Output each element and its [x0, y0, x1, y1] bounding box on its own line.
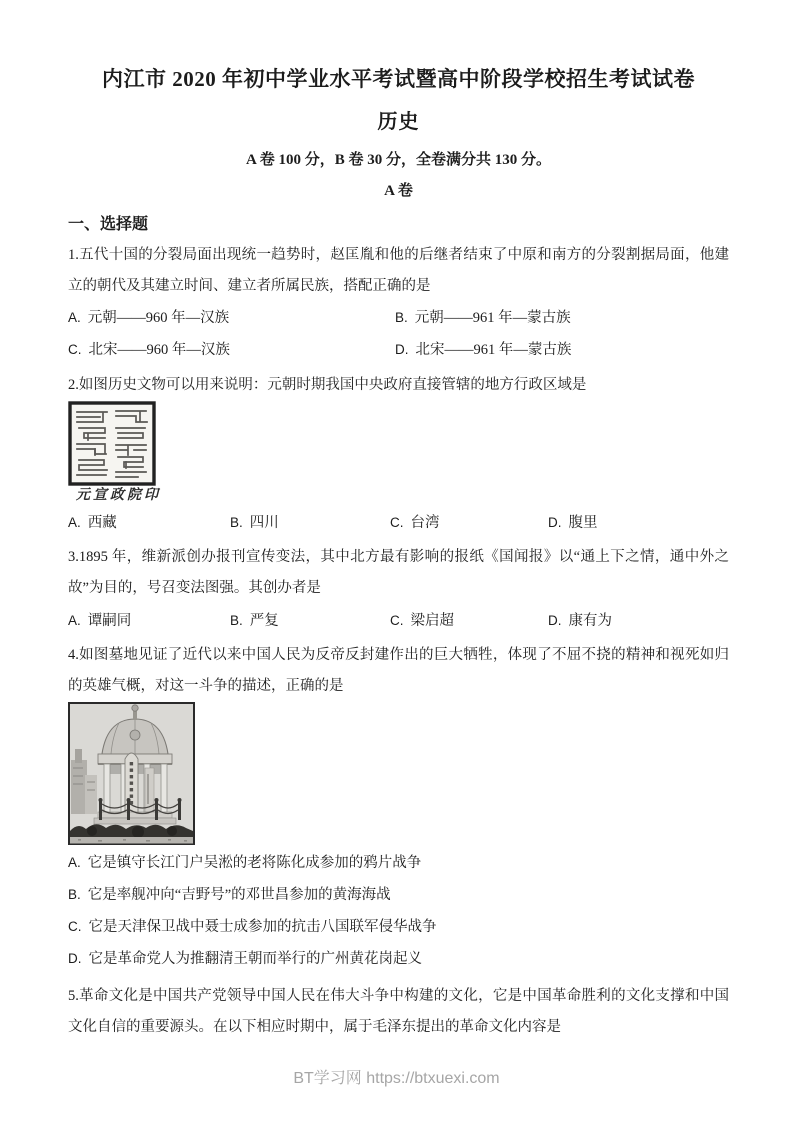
question-1 [68, 240, 729, 366]
question-4-options [68, 847, 729, 975]
score-note: A 卷 100 分，B 卷 30 分，全卷满分共 130 分。 [245, 152, 551, 168]
footer-watermark [0, 1068, 793, 1090]
section-a-label: A 卷 [384, 183, 413, 199]
question-1-text [68, 240, 729, 302]
option-text: 它是镇守长江门户吴淞的老将陈化成参加的鸦片战争 [87, 855, 422, 871]
option-c [68, 334, 395, 366]
footer-text: BT学习网 https://btxuexi.com [293, 1070, 500, 1087]
question-4-text [68, 640, 729, 702]
question-number: 4. [68, 647, 79, 663]
page-content [0, 64, 793, 1043]
part-one-heading: 一、选择题 [68, 216, 149, 233]
option-letter: A. [68, 310, 81, 325]
option-a [68, 847, 729, 879]
option-b [68, 879, 729, 911]
option-letter: B. [230, 613, 243, 628]
option-letter: A. [68, 855, 81, 870]
monument-figure [68, 702, 729, 845]
option-letter: B. [230, 515, 243, 530]
question-number: 3. [68, 549, 79, 565]
question-5-text [68, 981, 729, 1043]
option-text: 它是率舰冲向“吉野号”的邓世昌参加的黄海海战 [87, 887, 391, 903]
option-letter: C. [68, 342, 82, 357]
question-stem: 五代十国的分裂局面出现统一趋势时，赵匡胤和他的后继者结束了中原和南方的分裂割据局面，他建立的朝代及其建立时间、建立者所属民族，搭配正确的是 [68, 247, 729, 294]
seal-figure [68, 401, 729, 506]
huanghuagang-monument-image [68, 702, 195, 845]
question-5 [68, 981, 729, 1043]
option-letter: D. [548, 613, 562, 628]
option-text: 康有为 [568, 613, 612, 629]
question-stem: 如图墓地见证了近代以来中国人民为反帝反封建作出的巨大牺牲，体现了不屈不挠的精神和视死如归的英雄气概，对这一斗争的描述，正确的是 [68, 647, 729, 694]
question-stem: 如图历史文物可以用来说明：元朝时期我国中央政府直接管辖的地方行政区域是 [78, 377, 587, 393]
option-c [68, 911, 729, 943]
option-c [390, 606, 548, 636]
question-2-text [68, 370, 729, 401]
option-letter: A. [68, 515, 81, 530]
option-letter: B. [395, 310, 408, 325]
option-text: 元朝——960 年—汉族 [87, 310, 230, 326]
option-text: 它是天津保卫战中聂士成参加的抗击八国联军侵华战争 [88, 919, 437, 935]
option-d [395, 334, 729, 366]
option-b [395, 302, 729, 334]
option-letter: C. [390, 515, 404, 530]
question-4 [68, 640, 729, 975]
question-2 [68, 370, 729, 538]
option-text: 四川 [249, 515, 279, 531]
question-number: 2. [68, 377, 79, 393]
question-2-options [68, 508, 729, 538]
option-text: 严复 [249, 613, 279, 629]
question-stem: 革命文化是中国共产党领导中国人民在伟大斗争中构建的文化，它是中国革命胜利的文化支撑和中国文化自信的重要源头。在以下相应时期中，属于毛泽东提出的革命文化内容是 [68, 988, 729, 1035]
option-text: 谭嗣同 [87, 613, 132, 629]
option-text: 梁启超 [410, 613, 454, 629]
question-number: 5. [68, 988, 79, 1004]
option-text: 它是革命党人为推翻清王朝而举行的广州黄花岗起义 [88, 951, 422, 967]
option-d [548, 508, 729, 538]
option-text: 台湾 [410, 515, 440, 531]
option-d [548, 606, 729, 636]
option-a [68, 302, 395, 334]
option-text: 腹里 [568, 515, 598, 531]
option-d [68, 943, 729, 975]
question-3 [68, 542, 729, 636]
option-letter: D. [68, 951, 82, 966]
subject-title: 历史 [377, 111, 420, 133]
option-a [68, 508, 230, 538]
question-3-options [68, 606, 729, 636]
option-text: 西藏 [87, 515, 117, 531]
option-letter: D. [395, 342, 409, 357]
option-letter: D. [548, 515, 562, 530]
question-number: 1. [68, 247, 79, 263]
question-1-options [68, 302, 729, 366]
question-3-text [68, 542, 729, 604]
option-c [390, 508, 548, 538]
yuan-seal-image [68, 401, 156, 486]
option-text: 北宋——961 年—蒙古族 [415, 342, 572, 358]
page-title: 内江市 2020 年初中学业水平考试暨高中阶段学校招生考试试卷 [102, 67, 695, 91]
option-text: 北宋——960 年—汉族 [88, 342, 230, 358]
option-letter: C. [68, 919, 82, 934]
question-stem: 1895 年，维新派创办报刊宣传变法，其中北方最有影响的报纸《国闻报》以“通上下之情，通中外之故”为目的，号召变法图强。其创办者是 [68, 549, 729, 596]
option-letter: A. [68, 613, 81, 628]
option-letter: C. [390, 613, 404, 628]
option-text: 元朝——961 年—蒙古族 [414, 310, 571, 326]
option-b [230, 606, 390, 636]
option-a [68, 606, 230, 636]
option-letter: B. [68, 887, 81, 902]
seal-caption: 元宣政院印 [76, 488, 161, 503]
option-b [230, 508, 390, 538]
